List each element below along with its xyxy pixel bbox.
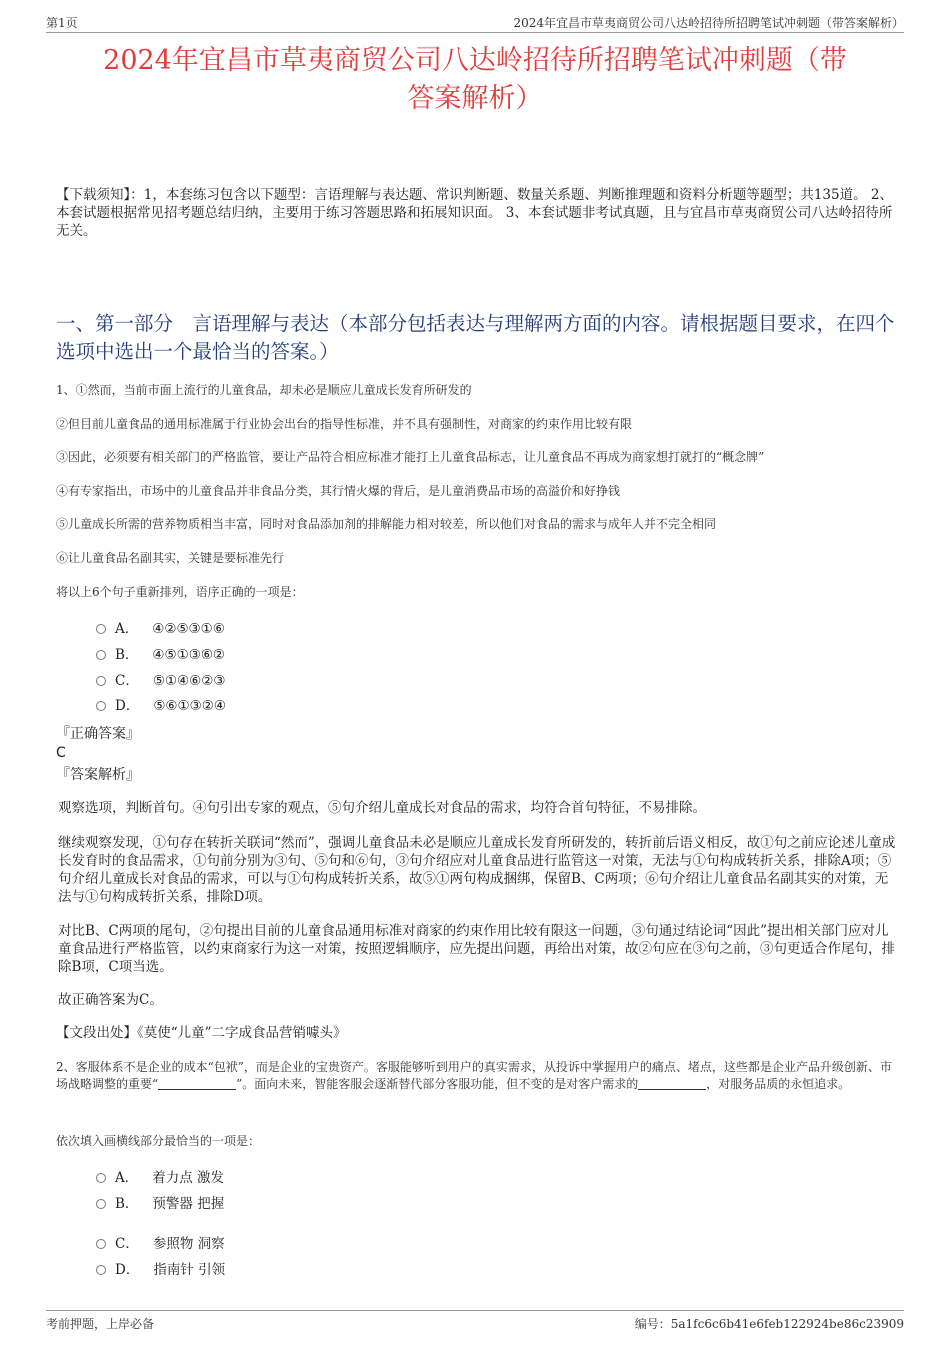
q2-option-b[interactable] <box>96 1195 224 1213</box>
option-letter: C． <box>115 1236 139 1252</box>
footer-slogan: 考前押题，上岸必备 <box>46 1317 155 1331</box>
option-letter: A． <box>115 621 139 637</box>
header-doc-title: 2024年宜昌市草夷商贸公司八达岭招待所招聘笔试冲刺题（带答案解析） <box>513 16 904 30</box>
q1-analysis-label: 『答案解析』 <box>56 767 140 783</box>
q1-option-b[interactable] <box>96 646 225 664</box>
option-text: 着力点 激发 <box>152 1170 225 1186</box>
q2-passage-part-3: ，对服务品质的永恒追求。 <box>706 1077 851 1091</box>
q2-passage-part-1: 2、客服体系不是企业的成本“包袱”，而是企业的宝贵资产。客服能够听到用户的真实需求，从投诉中掌握用户的痛点、堵点，这些都是企业产品升级创新、市场战略调整的重要“ <box>56 1060 892 1091</box>
title-line-2: 答案解析） <box>407 83 543 114</box>
q1-sentence-6: ⑥让儿童食品名副其实，关键是要标准先行 <box>56 551 285 565</box>
q1-analysis-3: 对比B、C两项的尾句，②句提出目前的儿童食品通用标准对商家的约束作用比较有限这一问题，③句通过结论词“因此”提出相关部门应对儿童食品进行严格监管，以约束商家行为这一对策，按照逻辑顺序，应先提出问题，再给出对策，故②句应在③句之前，③句更适合作尾句，排除B项，C项当选。 <box>58 923 895 975</box>
q1-option-c[interactable] <box>96 672 225 690</box>
option-text: ⑤⑥①③②④ <box>153 698 226 714</box>
q1-option-d[interactable] <box>96 697 226 715</box>
radio-icon[interactable] <box>96 701 106 711</box>
q1-analysis-2: 继续观察发现，①句存在转折关联词“然而”，强调儿童食品未必是顺应儿童成长发育所研发的，转折前后语义相反，故①句之前应论述儿童成长发育时的食品需求，①句前分别为③句、⑤句和⑥句，③句介绍应对儿童食品进行监管这一对策，无法与①句构成转折关系，排除A项；⑤句介绍儿童成长对食品的需求，可以与①句构成转折关系，故⑤①两句构成捆绑，保留B、C两项；⑥句介绍让儿童食品名副其实的对策，无法与①句构成转折关系，排除D项。 <box>58 835 896 905</box>
option-letter: B． <box>115 1196 139 1212</box>
q2-passage <box>56 1059 900 1093</box>
option-letter: D． <box>115 698 140 714</box>
option-text: ④⑤①③⑥② <box>152 647 226 663</box>
title-line-1: 2024年宜昌市草夷商贸公司八达岭招待所招聘笔试冲刺题（带 <box>103 45 847 76</box>
page-header <box>46 12 904 34</box>
q1-sentence-3: ③因此，必须要有相关部门的严格监管，要让产品符合相应标准才能打上儿童食品标志，让儿童食品不再成为商家想打就打的“概念牌” <box>56 450 765 464</box>
footer-divider <box>46 1310 904 1311</box>
q1-sentence-4: ④有专家指出，市场中的儿童食品并非食品分类，其行情火爆的背后，是儿童消费品市场的高溢价和好挣钱 <box>56 484 621 498</box>
q1-option-a[interactable] <box>96 620 225 638</box>
option-text: ⑤①④⑥②③ <box>152 673 226 689</box>
q2-stem: 依次填入画横线部分最恰当的一项是： <box>56 1134 261 1148</box>
footer-serial: 编号：5a1fc6c6b41e6feb122924be86c23909 <box>634 1317 904 1331</box>
download-notice: 【下载须知】：1，本套练习包含以下题型：言语理解与表达题、常识判断题、数量关系题、判断推理题和资料分析题等题型；共135道。 2、本套试题根据常见招考题总结归纳，主要用于练习答题思路和拓展知识面。 3、本套试题非考试真题，且与宜昌市草夷商贸公司八达岭招待所无关。 <box>56 187 893 239</box>
q1-analysis-4: 故正确答案为C。 <box>58 992 163 1008</box>
option-letter: A． <box>115 1170 139 1186</box>
q1-analysis-1: 观察选项，判断首句。④句引出专家的观点，⑤句介绍儿童成长对食品的需求，均符合首句特征，不易排除。 <box>58 800 706 816</box>
radio-icon[interactable] <box>96 624 106 634</box>
option-letter: B． <box>115 647 139 663</box>
option-text: 参照物 洞察 <box>152 1236 225 1252</box>
header-divider <box>46 32 904 33</box>
option-text: 预警器 把握 <box>152 1196 225 1212</box>
q2-option-a[interactable] <box>96 1169 224 1187</box>
blank-1 <box>158 1077 236 1090</box>
q2-passage-part-2: ”。面向未来，智能客服会逐渐替代部分客服功能，但不变的是对客户需求的 <box>236 1077 639 1091</box>
section-heading: 一、第一部分 言语理解与表达（本部分包括表达与理解两方面的内容。请根据题目要求，在四个选项中选出一个最恰当的答案。） <box>56 312 895 363</box>
page-number: 第1页 <box>46 16 78 30</box>
option-letter: D． <box>115 1262 140 1278</box>
q1-sentence-5: ⑤儿童成长所需的营养物质相当丰富，同时对食品添加剂的排解能力相对较差，所以他们对食品的需求与成年人并不完全相同 <box>56 517 717 531</box>
q1-source: 【文段出处】《莫使“儿童”二字成食品营销噱头》 <box>56 1025 347 1041</box>
radio-icon[interactable] <box>96 676 106 686</box>
radio-icon[interactable] <box>96 1265 106 1275</box>
q2-option-d[interactable] <box>96 1261 225 1279</box>
radio-icon[interactable] <box>96 650 106 660</box>
radio-icon[interactable] <box>96 1173 106 1183</box>
q1-answer: C <box>56 745 66 761</box>
blank-2 <box>638 1077 706 1090</box>
option-text: ④②⑤③①⑥ <box>152 621 225 637</box>
q2-option-c[interactable] <box>96 1235 225 1253</box>
q1-sentence-2: ②但目前儿童食品的通用标准属于行业协会出台的指导性标准，并不具有强制性，对商家的约束作用比较有限 <box>56 417 633 431</box>
radio-icon[interactable] <box>96 1199 106 1209</box>
option-letter: C． <box>115 673 139 689</box>
q1-answer-label: 『正确答案』 <box>56 726 140 742</box>
q1-sentence-1: 1、①然而，当前市面上流行的儿童食品，却未必是顺应儿童成长发育所研发的 <box>56 383 472 397</box>
document-title <box>50 42 900 118</box>
option-text: 指南针 引领 <box>153 1262 226 1278</box>
q1-stem: 将以上6个句子重新排列，语序正确的一项是： <box>56 585 304 599</box>
radio-icon[interactable] <box>96 1239 106 1249</box>
